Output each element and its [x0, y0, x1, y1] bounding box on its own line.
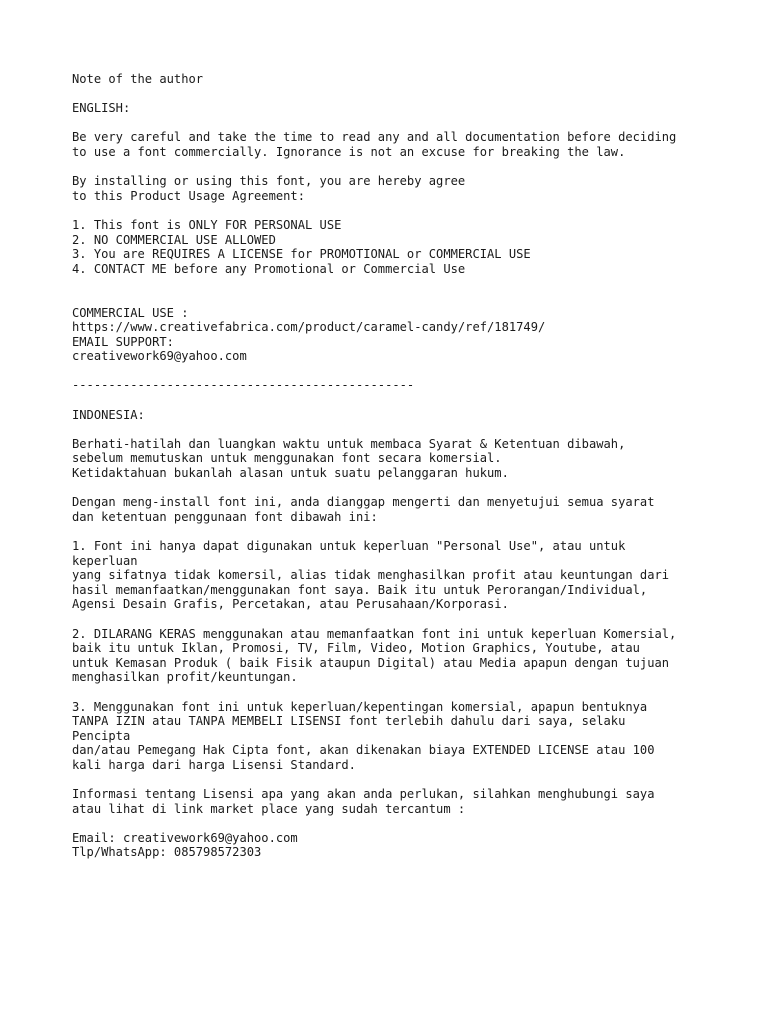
commercial-use-url: https://www.creativefabrica.com/product/caramel-candy/ref/181749/	[72, 320, 546, 335]
text-line: dan/atau Pemegang Hak Cipta font, akan dikenakan biaya EXTENDED LICENSE atau 100	[72, 743, 655, 758]
section-divider: -----------------------------------------------	[72, 378, 415, 393]
contact-email: Email: creativework69@yahoo.com	[72, 830, 298, 845]
contact-phone: Tlp/WhatsApp: 085798572303	[72, 845, 262, 860]
indonesia-contact-block	[72, 831, 712, 860]
text-line: menghasilkan profit/keuntungan.	[72, 670, 298, 685]
english-paragraph-2	[72, 174, 712, 203]
rule-item: 4. CONTACT ME before any Promotional or Commercial Use	[72, 261, 466, 276]
rule-item: 3. You are REQUIRES A LICENSE for PROMOTIONAL or COMMERCIAL USE	[72, 247, 531, 262]
text-line: By installing or using this font, you are hereby agree	[72, 174, 466, 189]
english-paragraph-1	[72, 130, 712, 159]
text-line: hasil memanfaatkan/menggunakan font saya. Baik itu untuk Perorangan/Individual,	[72, 582, 648, 597]
text-line: to use a font commercially. Ignorance is not an excuse for breaking the law.	[72, 144, 626, 159]
indonesia-heading: INDONESIA:	[72, 407, 145, 422]
email-support-label: EMAIL SUPPORT:	[72, 334, 174, 349]
indonesia-point-2	[72, 627, 712, 685]
indonesia-paragraph-2	[72, 495, 712, 524]
text-line: Dengan meng-install font ini, anda dianggap mengerti dan menyetujui semua syarat	[72, 495, 655, 510]
indonesia-point-3	[72, 700, 712, 773]
indonesia-paragraph-1	[72, 437, 712, 481]
text-line: yang sifatnya tidak komersil, alias tidak menghasilkan profit atau keuntungan dari	[72, 568, 670, 583]
text-line: sebelum memutuskan untuk menggunakan font secara komersial.	[72, 451, 502, 466]
text-line: Be very careful and take the time to read any and all documentation before deciding	[72, 130, 677, 145]
text-line: TANPA IZIN atau TANPA MEMBELI LISENSI font terlebih dahulu dari saya, selaku	[72, 714, 626, 729]
text-line: baik itu untuk Iklan, Promosi, TV, Film, Video, Motion Graphics, Youtube, atau	[72, 641, 640, 656]
rule-item: 2. NO COMMERCIAL USE ALLOWED	[72, 232, 276, 247]
commercial-use-label: COMMERCIAL USE :	[72, 305, 189, 320]
text-line: Agensi Desain Grafis, Percetakan, atau Perusahaan/Korporasi.	[72, 597, 509, 612]
text-line: 3. Menggunakan font ini untuk keperluan/kepentingan komersial, apapun bentuknya	[72, 699, 648, 714]
english-rules-list	[72, 218, 712, 276]
text-line: Informasi tentang Lisensi apa yang akan anda perlukan, silahkan menghubungi saya	[72, 787, 655, 802]
indonesia-paragraph-3	[72, 787, 712, 816]
text-line: Ketidaktahuan bukanlah alasan untuk suatu pelanggaran hukum.	[72, 466, 509, 481]
text-line: 1. Font ini hanya dapat digunakan untuk keperluan "Personal Use", atau untuk	[72, 539, 626, 553]
indonesia-point-1	[72, 539, 712, 612]
english-heading: ENGLISH:	[72, 101, 131, 116]
text-line: Berhati-hatilah dan luangkan waktu untuk membaca Syarat & Ketentuan dibawah,	[72, 436, 626, 451]
english-contact-block	[72, 306, 712, 364]
document-title: Note of the author	[72, 72, 204, 86]
text-line: kali harga dari harga Lisensi Standard.	[72, 757, 356, 772]
text-line: dan ketentuan penggunaan font dibawah ini:	[72, 509, 378, 524]
text-line: to this Product Usage Agreement:	[72, 188, 305, 203]
rule-item: 1. This font is ONLY FOR PERSONAL USE	[72, 217, 342, 232]
email-support-address: creativework69@yahoo.com	[72, 349, 247, 364]
text-line: atau lihat di link market place yang sudah tercantum :	[72, 801, 466, 816]
text-line: untuk Kemasan Produk ( baik Fisik ataupun Digital) atau Media apapun dengan tujuan	[72, 655, 670, 670]
text-line: keperluan	[72, 553, 138, 568]
text-line: 2. DILARANG KERAS menggunakan atau memanfaatkan font ini untuk keperluan Komersial,	[72, 626, 677, 641]
text-line: Pencipta	[72, 728, 131, 743]
document-body	[72, 72, 712, 860]
